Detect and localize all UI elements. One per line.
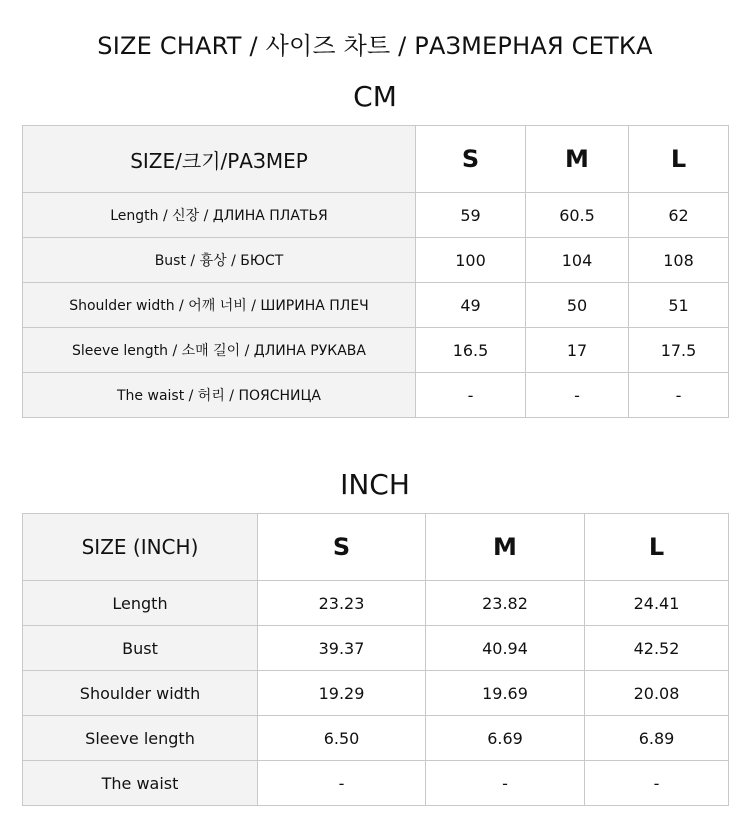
value-cell: 51 — [629, 283, 729, 328]
size-header-s: S — [416, 126, 526, 193]
value-cell: 19.29 — [258, 671, 426, 716]
row-label-length: Length — [23, 581, 258, 626]
table-row — [23, 193, 729, 238]
table-row — [23, 328, 729, 373]
value-cell: 16.5 — [416, 328, 526, 373]
table-row — [23, 373, 729, 418]
size-header-s: S — [258, 514, 426, 581]
table-row — [23, 283, 729, 328]
value-cell: 42.52 — [585, 626, 729, 671]
page-title: SIZE CHART / 사이즈 차트 / РАЗМЕРНАЯ СЕТКА — [97, 32, 653, 60]
cm-section-title: CM — [353, 80, 397, 113]
table-header-row — [23, 514, 729, 581]
value-cell: 6.50 — [258, 716, 426, 761]
value-cell: 50 — [526, 283, 629, 328]
value-cell: 104 — [526, 238, 629, 283]
value-cell: 39.37 — [258, 626, 426, 671]
value-cell: 20.08 — [585, 671, 729, 716]
row-label-length: Length / 신장 / ДЛИНА ПЛАТЬЯ — [23, 193, 416, 238]
inch-section-title: INCH — [340, 468, 410, 501]
value-cell: 23.23 — [258, 581, 426, 626]
value-cell: - — [258, 761, 426, 806]
row-label-waist: The waist / 허리 / ПОЯСНИЦА — [23, 373, 416, 418]
table-row — [23, 716, 729, 761]
value-cell: 40.94 — [426, 626, 585, 671]
value-cell: 24.41 — [585, 581, 729, 626]
table-row — [23, 626, 729, 671]
row-label-shoulder-width: Shoulder width — [23, 671, 258, 716]
size-header-m: M — [426, 514, 585, 581]
row-label-waist: The waist — [23, 761, 258, 806]
value-cell: - — [629, 373, 729, 418]
row-label-shoulder-width: Shoulder width / 어깨 너비 / ШИРИНА ПЛЕЧ — [23, 283, 416, 328]
cm-size-table — [22, 125, 729, 418]
value-cell: 17 — [526, 328, 629, 373]
value-cell: 19.69 — [426, 671, 585, 716]
table-row — [23, 581, 729, 626]
size-header-l: L — [585, 514, 729, 581]
value-cell: 108 — [629, 238, 729, 283]
value-cell: 49 — [416, 283, 526, 328]
value-cell: 62 — [629, 193, 729, 238]
value-cell: - — [526, 373, 629, 418]
value-cell: 6.89 — [585, 716, 729, 761]
value-cell: - — [426, 761, 585, 806]
value-cell: 59 — [416, 193, 526, 238]
value-cell: 100 — [416, 238, 526, 283]
value-cell: - — [416, 373, 526, 418]
value-cell: 6.69 — [426, 716, 585, 761]
row-label-bust: Bust / 흉상 / БЮСТ — [23, 238, 416, 283]
row-label-bust: Bust — [23, 626, 258, 671]
size-header-label: SIZE (INCH) — [23, 514, 258, 581]
size-header-l: L — [629, 126, 729, 193]
size-header-label: SIZE/크기/РАЗМЕР — [23, 126, 416, 193]
row-label-sleeve-length: Sleeve length — [23, 716, 258, 761]
value-cell: 23.82 — [426, 581, 585, 626]
table-row — [23, 238, 729, 283]
table-row — [23, 671, 729, 716]
size-header-m: M — [526, 126, 629, 193]
value-cell: 17.5 — [629, 328, 729, 373]
row-label-sleeve-length: Sleeve length / 소매 길이 / ДЛИНА РУКАВА — [23, 328, 416, 373]
value-cell: 60.5 — [526, 193, 629, 238]
table-header-row — [23, 126, 729, 193]
table-row — [23, 761, 729, 806]
inch-size-table — [22, 513, 729, 806]
value-cell: - — [585, 761, 729, 806]
